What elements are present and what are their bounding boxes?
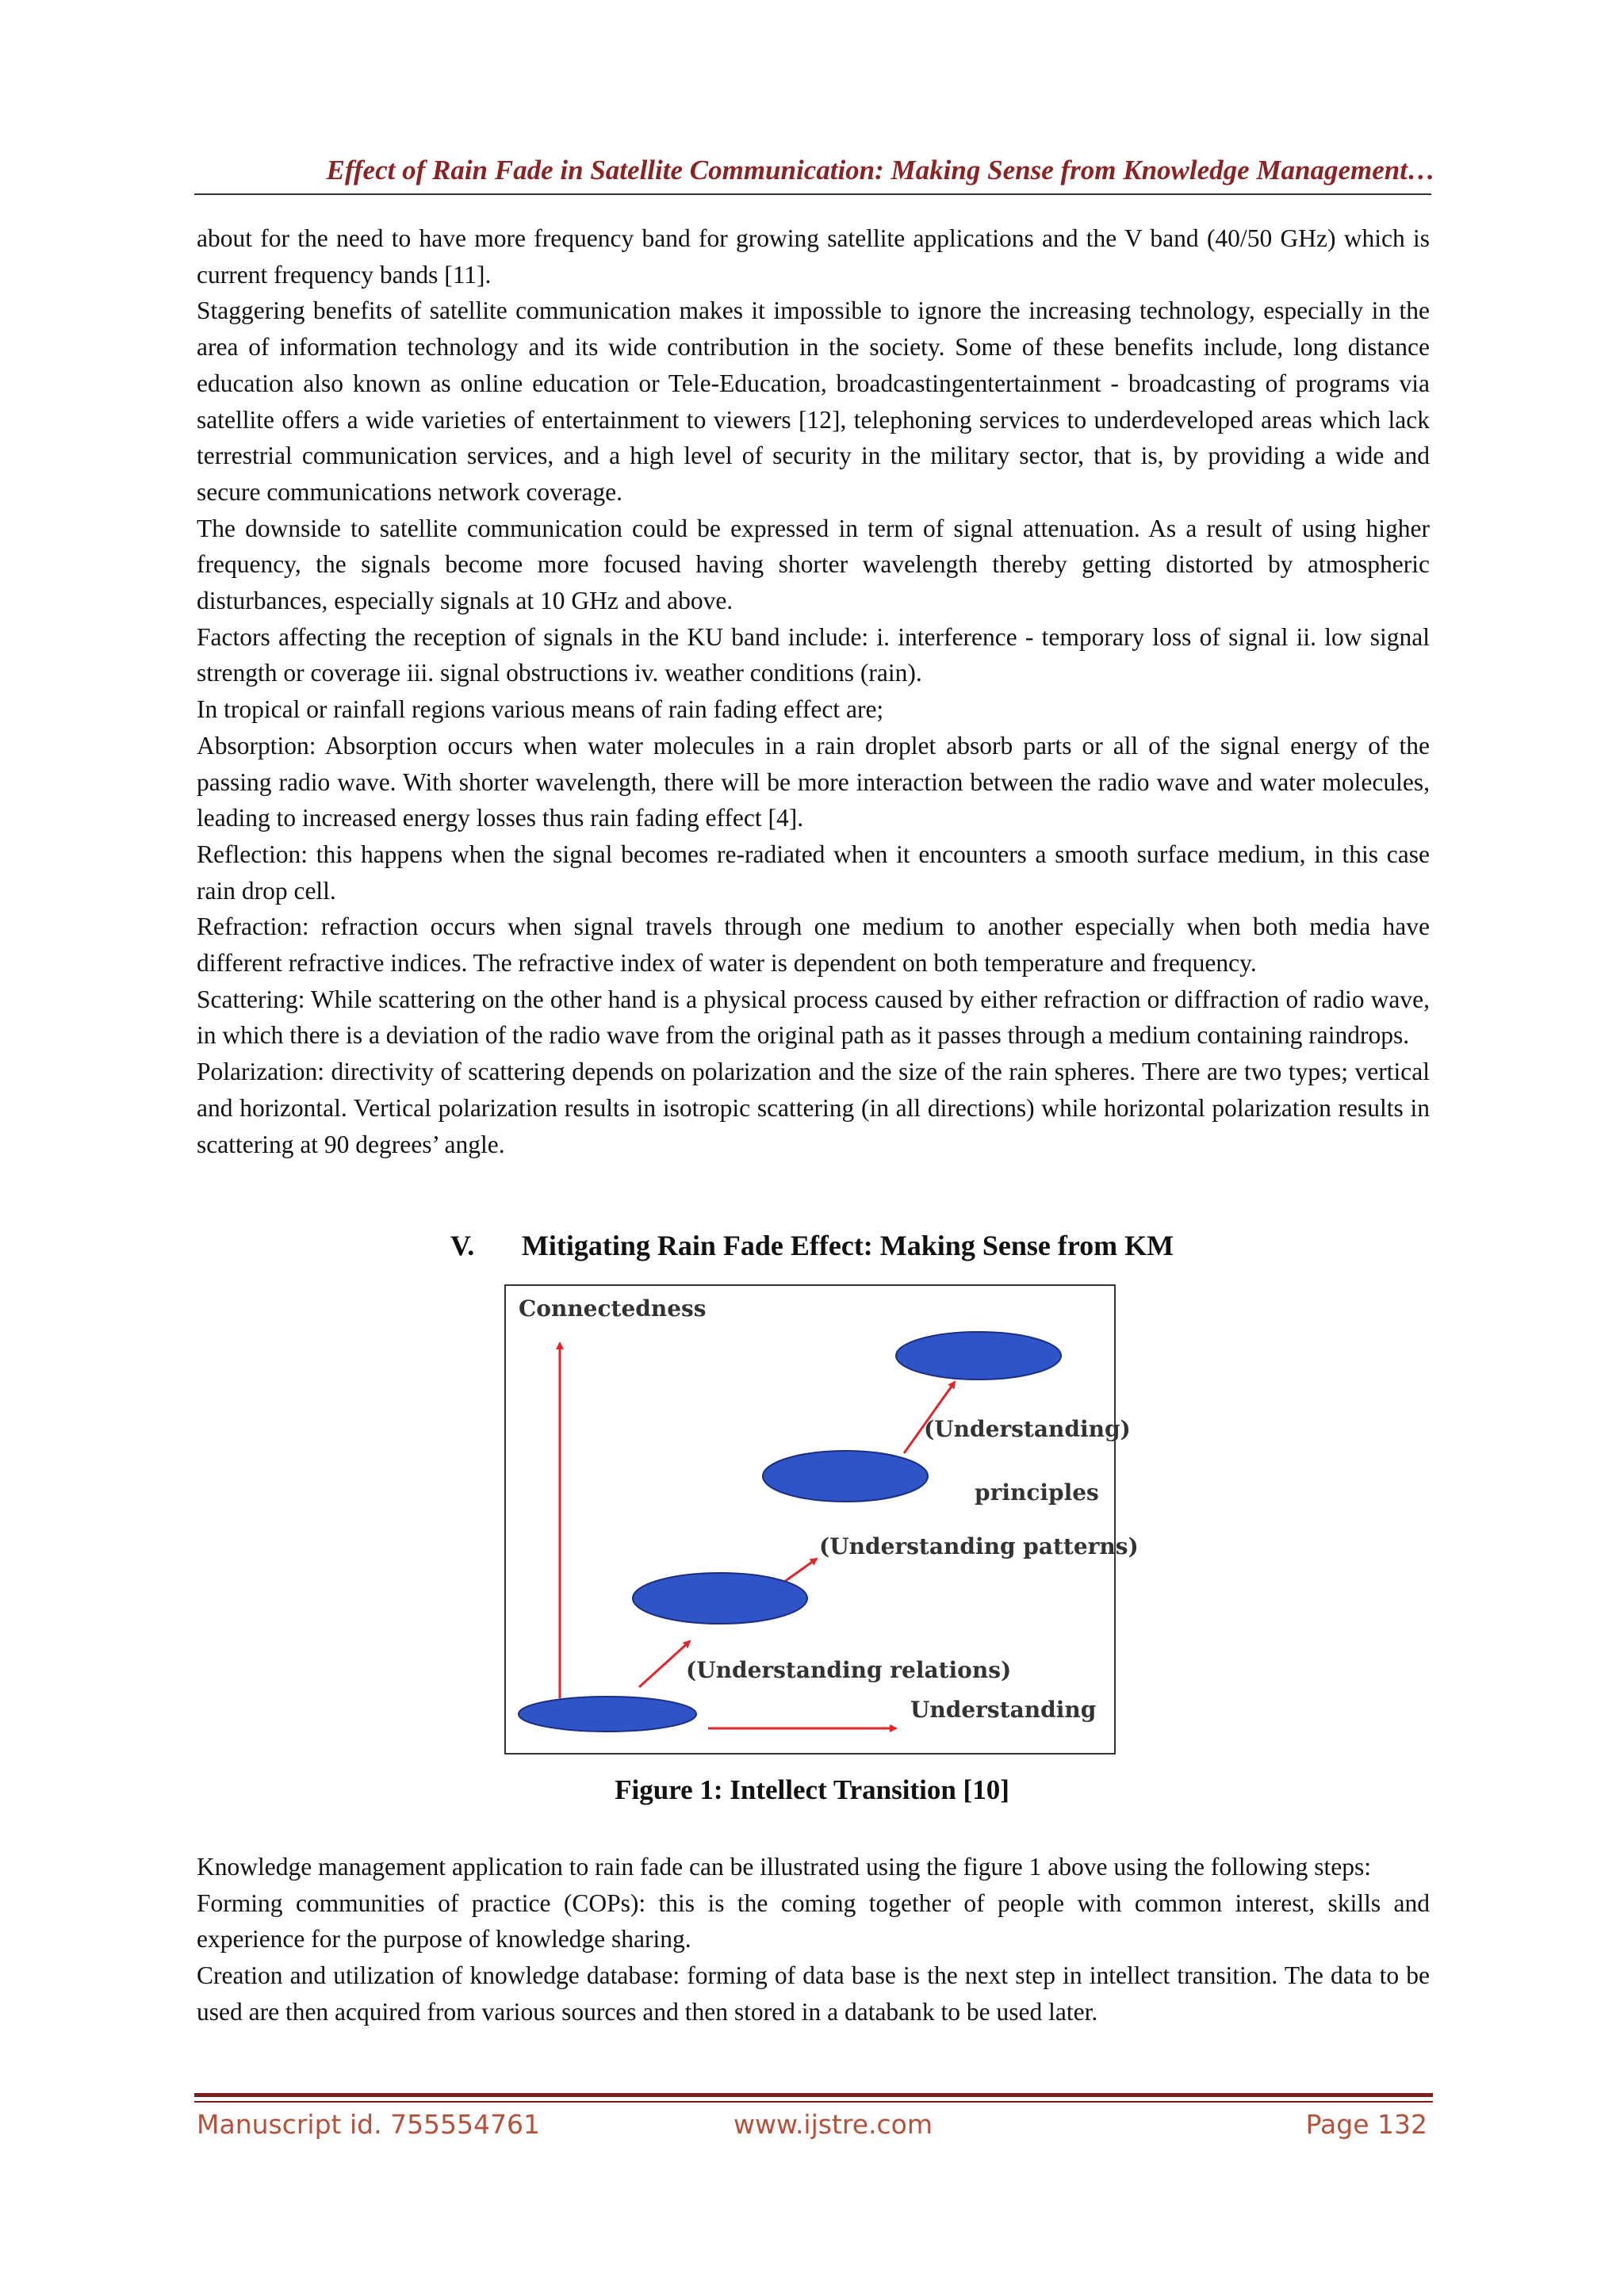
paragraph: Creation and utilization of knowledge database: forming of data base is the next step in intellect transition. The data to be used are then acquired from various sources and then stored in a databank to be used later. <box>197 1961 1430 2026</box>
understanding-patterns-label: (Understanding patterns) <box>819 1533 1139 1559</box>
level-ellipse-4 <box>896 1332 1061 1380</box>
principles-label: principles <box>975 1479 1099 1506</box>
paragraph: about for the need to have more frequency band for growing satellite applications and the V band (40/50 GHz) which is current frequency bands [11]. <box>197 224 1430 289</box>
level-ellipse-2 <box>633 1573 807 1624</box>
understanding-label: Understanding <box>910 1697 1097 1723</box>
understanding-top-label: (Understanding) <box>924 1416 1131 1442</box>
manuscript-id: Manuscript id. 755554761 <box>197 2109 541 2140</box>
page-number: Page 132 <box>1305 2109 1427 2140</box>
footer-rule-thin <box>194 2101 1433 2103</box>
paragraph: Absorption: Absorption occurs when water molecules in a rain droplet absorb parts or all of the signal energy of the passing radio wave. With shorter wavelength, there will be more interaction between the radio wave and water molecules, leading to increased energy losses thus rain fading effect [4]. <box>197 731 1430 832</box>
body-text-continued <box>197 1849 1430 2030</box>
section-title: Mitigating Rain Fade Effect: Making Sense from KM <box>521 1230 1174 1261</box>
running-header: Effect of Rain Fade in Satellite Communication: Making Sense from Knowledge Management… <box>326 155 1435 186</box>
section-heading <box>0 1229 1624 1262</box>
paragraph: Staggering benefits of satellite communication makes it impossible to ignore the increasing technology, especially in the area of information technology and its wide contribution in the society. Some of these benefits include, long distance education also known as online education or Tele-Education, broadcastingentertainment - broadcasting of programs via satellite offers a wide varieties of entertainment to viewers [12], telephoning services to underdeveloped areas which lack terrestrial communication services, and a high level of security in the military sector, that is, by providing a wide and secure communications network coverage. <box>197 297 1430 506</box>
header-rule <box>194 193 1431 195</box>
paragraph: Forming communities of practice (COPs): this is the coming together of people with common interest, skills and experience for the purpose of knowledge sharing. <box>197 1888 1430 1954</box>
paragraph: Polarization: directivity of scattering depends on polarization and the size of the rain spheres. There are two types; vertical and horizontal. Vertical polarization results in isotropic scattering (in all directions) while horizontal polarization results in scattering at 90 degrees’ angle. <box>197 1058 1430 1158</box>
footer-rule <box>194 2093 1433 2097</box>
paragraph: In tropical or rainfall regions various means of rain fading effect are; <box>197 695 884 724</box>
paragraph: Reflection: this happens when the signal becomes re-radiated when it encounters a smooth surface medium, in this case rain drop cell. <box>197 840 1430 905</box>
paragraph: Scattering: While scattering on the other hand is a physical process caused by either refraction or diffraction of radio wave, in which there is a deviation of the radio wave from the original path as it passes through a medium containing raindrops. <box>197 985 1430 1050</box>
paragraph: Refraction: refraction occurs when signal travels through one medium to another especially when both media have different refractive indices. The refractive index of water is dependent on both temperature and frequency. <box>197 913 1430 978</box>
body-text <box>197 220 1430 1162</box>
understanding-relations-label: (Understanding relations) <box>686 1657 1012 1683</box>
intellect-transition-figure <box>504 1284 1139 1755</box>
connectedness-label: Connectedness <box>519 1295 707 1322</box>
level-ellipse-3 <box>763 1451 928 1502</box>
paragraph: Knowledge management application to rain fade can be illustrated using the figure 1 above using the following steps: <box>197 1853 1371 1881</box>
step-arrow-1 <box>639 1641 690 1687</box>
section-number: V. <box>450 1230 475 1261</box>
level-ellipse-1 <box>519 1697 696 1732</box>
journal-website-link[interactable]: www.ijstre.com <box>733 2109 933 2140</box>
figure-caption: Figure 1: Intellect Transition [10] <box>615 1774 1009 1805</box>
paragraph: The downside to satellite communication could be expressed in term of signal attenuation. As a result of using higher frequency, the signals become more focused having shorter wavelength thereby getting distorted by atmospheric disturbances, especially signals at 10 GHz and above. <box>197 514 1430 615</box>
paragraph: Factors affecting the reception of signals in the KU band include: i. interference - temporary loss of signal ii. low signal strength or coverage iii. signal obstructions iv. weather conditions (rain). <box>197 622 1430 687</box>
